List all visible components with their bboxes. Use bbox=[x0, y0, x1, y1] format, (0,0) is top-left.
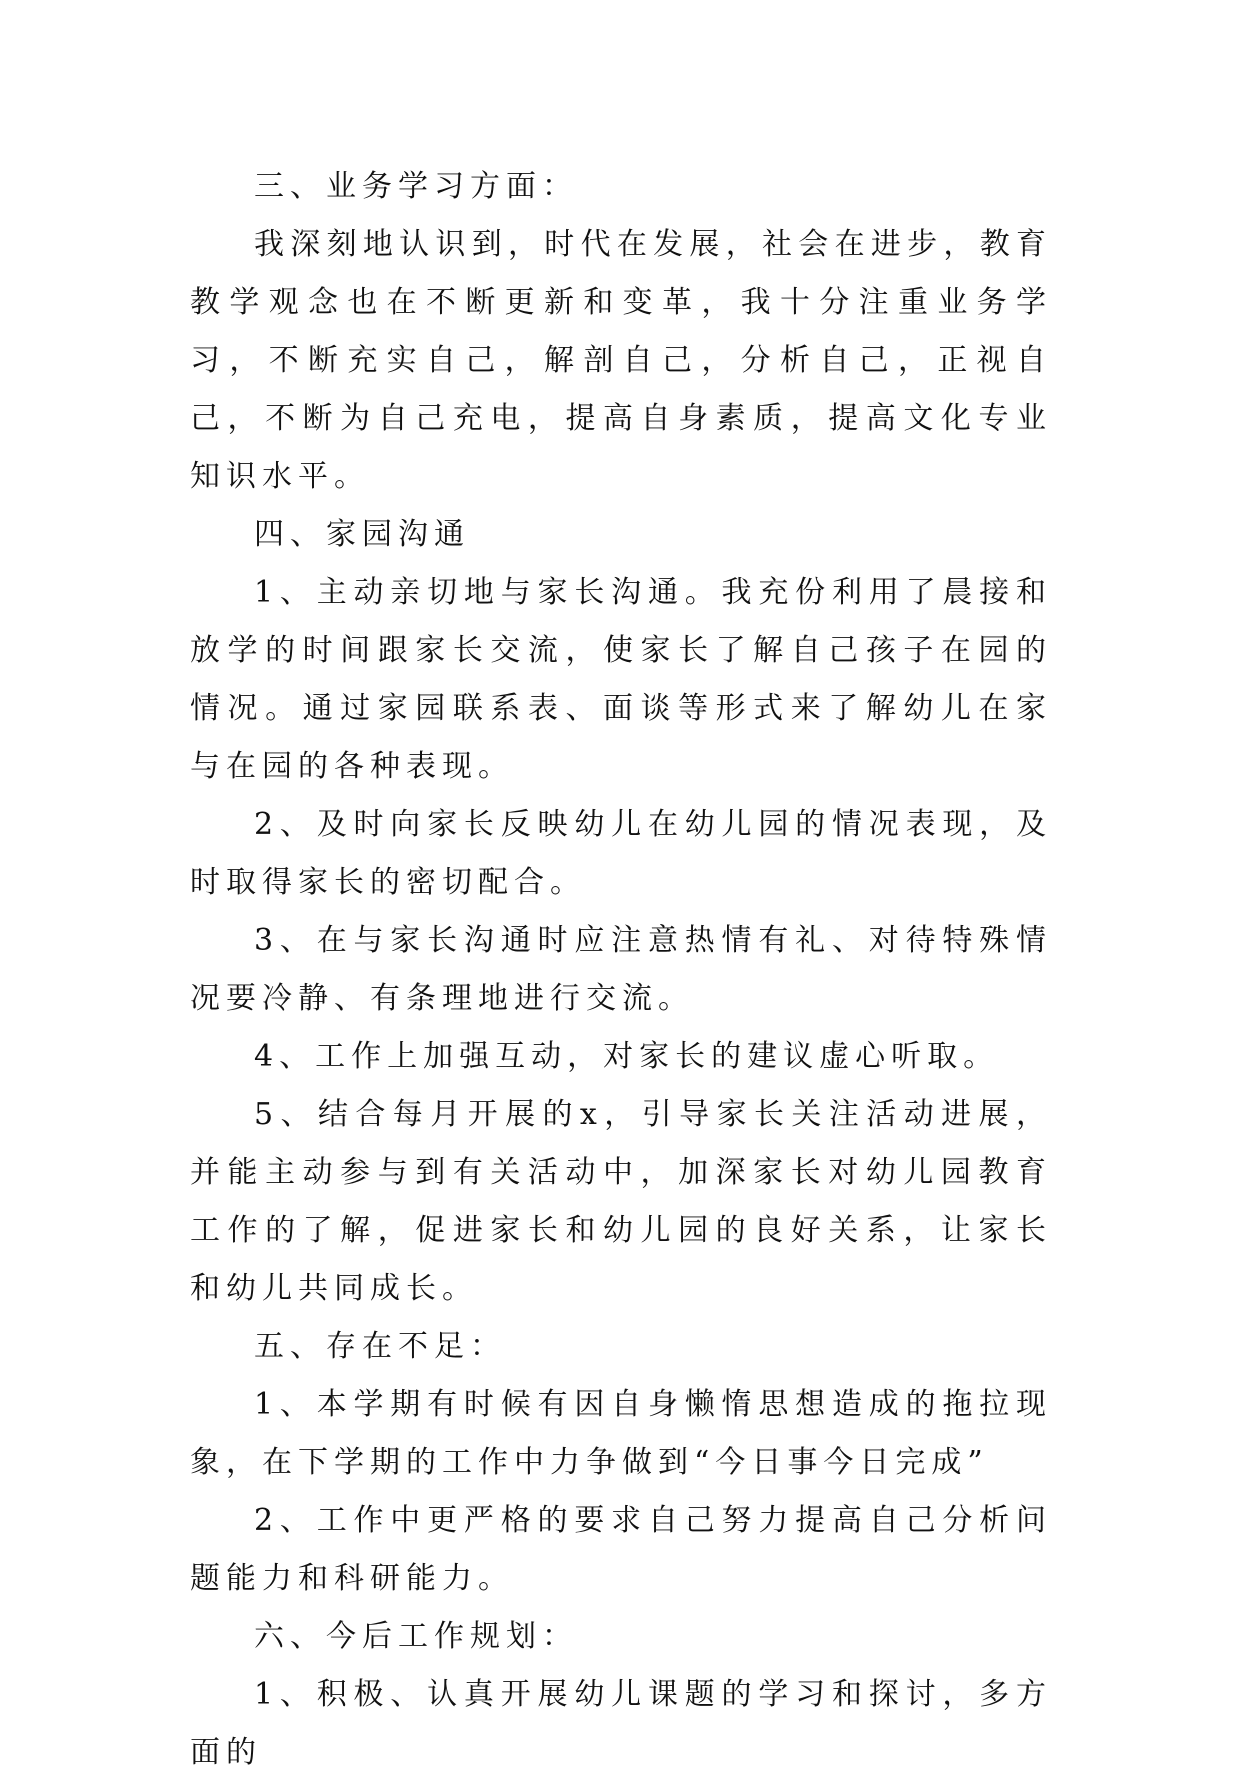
section-heading-business-study: 三、业务学习方面： bbox=[254, 169, 578, 204]
paragraph-communication-item-4: 4、工作上加强互动，对家长的建议虚心听取。 bbox=[254, 1039, 1000, 1074]
section-heading-future-plan: 六、今后工作规划： bbox=[254, 1619, 578, 1654]
paragraph-communication-item-1: 1、主动亲切地与家长沟通。我充份利用了晨接和放学的时间跟家长交流，使家长了解自己孩子在园的情况。通过家园联系表、面谈等形式来了解幼儿在家与在园的各种表现。 bbox=[190, 575, 1052, 784]
paragraph-business-study: 我深刻地认识到，时代在发展，社会在进步，教育教学观念也在不断更新和变革，我十分注重业务学习，不断充实自己，解剖自己，分析自己，正视自己，不断为自己充电，提高自身素质，提高文化专业知识水平。 bbox=[190, 227, 1052, 494]
paragraph-shortcoming-item-1: 1、本学期有时候有因自身懒惰思想造成的拖拉现象，在下学期的工作中力争做到“今日事今日完成” bbox=[190, 1387, 1052, 1480]
paragraph-communication-item-5: 5、结合每月开展的x，引导家长关注活动进展，并能主动参与到有关活动中，加深家长对幼儿园教育工作的了解，促进家长和幼儿园的良好关系，让家长和幼儿共同成长。 bbox=[190, 1097, 1052, 1306]
paragraph-communication-item-3: 3、在与家长沟通时应注意热情有礼、对待特殊情况要冷静、有条理地进行交流。 bbox=[190, 923, 1052, 1016]
section-heading-shortcomings: 五、存在不足： bbox=[254, 1329, 506, 1364]
paragraph-communication-item-2: 2、及时向家长反映幼儿在幼儿园的情况表现，及时取得家长的密切配合。 bbox=[190, 807, 1052, 900]
document-body bbox=[190, 158, 1052, 1782]
section-heading-home-school-communication: 四、家园沟通 bbox=[254, 517, 470, 552]
paragraph-future-plan-item-1: 1、积极、认真开展幼儿课题的学习和探讨，多方面的 bbox=[190, 1677, 1052, 1770]
paragraph-shortcoming-item-2: 2、工作中更严格的要求自己努力提高自己分析问题能力和科研能力。 bbox=[190, 1503, 1052, 1596]
